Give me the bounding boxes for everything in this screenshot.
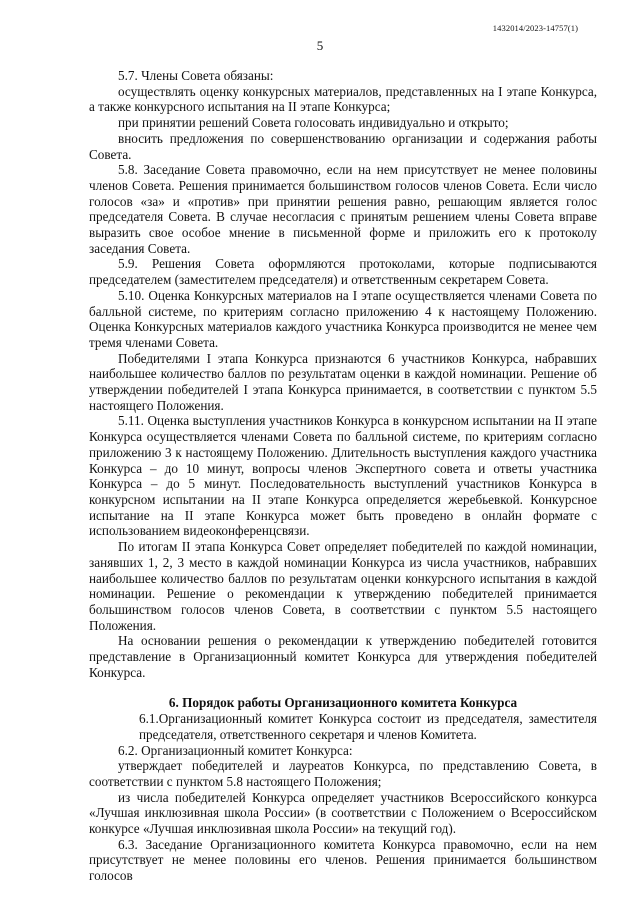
paragraph-6-2: 6.2. Организационный комитет Конкурса: xyxy=(118,742,353,758)
paragraph-5-10: 5.10. Оценка Конкурсных материалов на I этапе осуществляется членами Совета по балльной системе, по критериям согласно приложению 4 к настоящему Положению. Оценка Конкурсных материалов каждого участника Конкурса производится не менее чем тремя членами Совета. xyxy=(89,287,597,350)
paragraph-5-11: 5.11. Оценка выступления участников Конкурса в конкурсном испытании на II этапе Конкурса осуществляется членами Совета по балльной системе, по критериям согласно приложению 3 к настоящему Положению. Длительность выступления каждого участника Конкурса – до 10 минут, вопросы членов Экспертного совета и ответы участника Конкурса – до 5 минут. Последовательность выступлений участников Конкурса в конкурсном испытании на II этапе Конкурса определяется жеребьевкой. Конкурсное испытание на II этапе Конкурса может быть проведено в онлайн формате с использованием видеоконференцсвязи. xyxy=(89,413,597,539)
section-6-heading: 6. Порядок работы Организационного комитета Конкурса xyxy=(168,695,518,711)
paragraph-6-2-item-2: из числа победителей Конкурса определяет участников Всероссийского конкурса «Лучшая инклюзивная школа России» (в соответствии с Положением о Всероссийском конкурсе «Лучшая инклюзивная школа России» на текущий год). xyxy=(89,789,597,837)
paragraph-5-9: 5.9. Решения Совета оформляются протоколами, которые подписываются председателем (заместителем председателя) и ответственным секретарем Совета. xyxy=(89,256,597,288)
paragraph-5-7-item-1: осуществлять оценку конкурсных материалов, представленных на I этапе Конкурса, а также конкурсного испытания на II этапе Конкурса; xyxy=(89,83,597,115)
paragraph-5-7: 5.7. Члены Совета обязаны: xyxy=(118,68,274,83)
document-body xyxy=(89,68,597,884)
paragraph-stage-2-results: По итогам II этапа Конкурса Совет определяет победителей по каждой номинации, занявших 1, 2, 3 место в каждой номинации Конкурса из числа участников, набравших наибольшее количество баллов по результатам оценки конкурсного испытания в каждой номинации. Решение о рекомендации к утверждению победителей принимается большинством голосов членов Совета, в соответствии с пунктом 5.5 настоящего Положения. xyxy=(89,539,597,633)
paragraph-5-8: 5.8. Заседание Совета правомочно, если на нем присутствует не менее половины членов Совета. Решения принимается большинством голосов членов Совета. Если число голосов «за» и «против» при принятии решения равно, решающим является голос председателя Совета. В случае несогласия с принятым решением члены Совета вправе выразить свое особое мнение в письменной форме и приложить его к протоколу заседания Совета. xyxy=(89,162,597,256)
paragraph-6-1-text: 6.1.Организационный комитет Конкурса состоит из председателя, заместителя председателя, ответственного секретаря и членов Комитета. xyxy=(139,711,597,742)
paragraph-recommendation: На основании решения о рекомендации к утверждению победителей готовится представление в Организационный комитет Конкурса для утверждения победителей Конкурса. xyxy=(89,633,597,680)
paragraph-6-1 xyxy=(89,711,597,742)
paragraph-6-2-item-1: утверждает победителей и лауреатов Конкурса, по представлению Совета, в соответствии с пунктом 5.8 настоящего Положения; xyxy=(89,758,597,789)
paragraph-winners-stage-1: Победителями I этапа Конкурса признаются 6 участников Конкурса, набравших наибольшее количество баллов по результатам оценки в каждой номинации. Решение об утверждении победителей I этапа Конкурса принимается, в соответствии с пунктом 5.5 настоящего Положения. xyxy=(89,350,597,413)
paragraph-5-7-item-3: вносить предложения по совершенствованию организации и содержания работы Совета. xyxy=(89,130,597,162)
paragraph-6-3: 6.3. Заседание Организационного комитета Конкурса правомочно, если на нем присутствует не менее половины его членов. Решения принимается большинством голосов xyxy=(89,836,597,884)
page-number: 5 xyxy=(316,38,324,53)
paragraph-5-7-item-2: при принятии решений Совета голосовать индивидуально и открыто; xyxy=(118,115,509,131)
document-number: 1432014/2023-14757(1) xyxy=(492,23,578,33)
